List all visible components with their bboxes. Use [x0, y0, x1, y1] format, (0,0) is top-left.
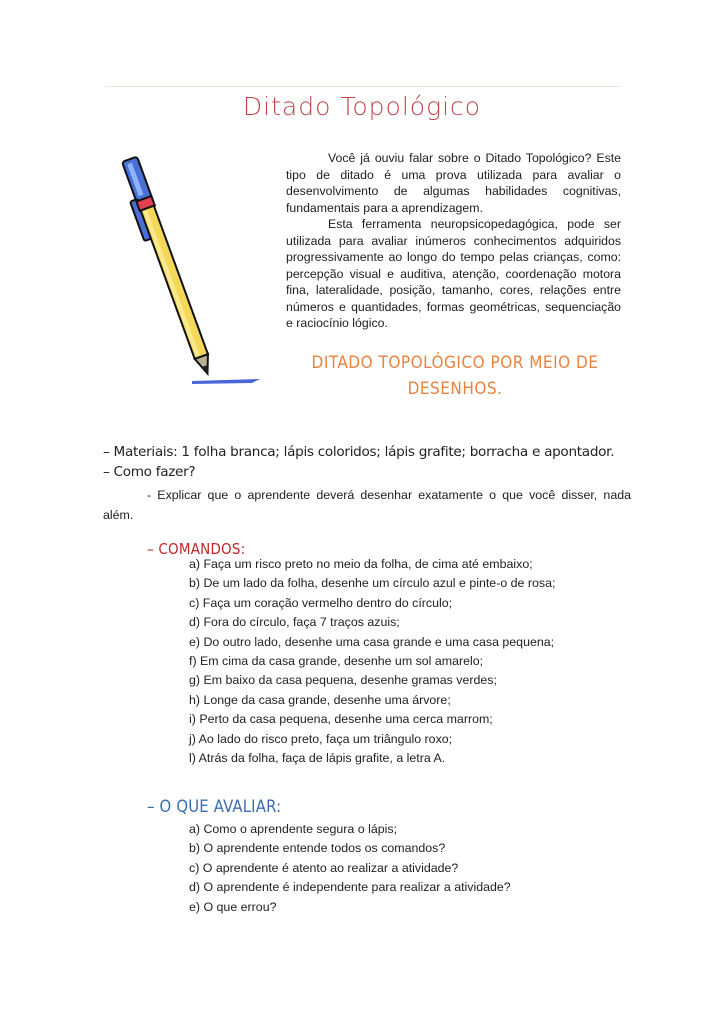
evaluate-item: a) Como o aprendente segura o lápis;: [189, 822, 398, 836]
materials-block: [103, 442, 633, 482]
command-item: e) Do outro lado, desenhe uma casa grande e uma casa pequena;: [189, 634, 555, 649]
command-item: d) Fora do círculo, faça 7 traços azuis;: [189, 615, 400, 630]
page-title: Ditado Topológico: [242, 92, 482, 121]
command-item: c) Faça um coração vermelho dentro do círculo;: [189, 595, 453, 610]
command-item: j) Ao lado do risco preto, faça um triângulo roxo;: [189, 731, 453, 746]
command-item: i) Perto da casa pequena, desenhe uma cerca marrom;: [189, 712, 493, 727]
commands-list: [189, 555, 555, 768]
command-item: g) Em baixo da casa pequena, desenhe gramas verdes;: [189, 673, 497, 688]
command-item: l) Atrás da folha, faça de lápis grafite, a letra A.: [189, 750, 446, 765]
pencil-icon: [100, 150, 280, 390]
subtitle-line-2: DESENHOS.: [407, 379, 503, 399]
command-item: f) Em cima da casa grande, desenhe um sol amarelo;: [189, 653, 484, 668]
explanation-text: - Explicar que o aprendente deverá desenhar exatamente o que você disser, nada além.: [103, 488, 631, 522]
how-to-line: – Como fazer?: [103, 464, 196, 480]
evaluate-heading: – O QUE AVALIAR:: [147, 797, 282, 816]
evaluate-item: d) O aprendente é independente para realizar a atividade?: [189, 880, 511, 895]
section-subtitle: [290, 350, 620, 402]
materials-line: – Materiais: 1 folha branca; lápis coloridos; lápis grafite; borracha e apontador.: [103, 444, 615, 460]
top-divider: [105, 86, 620, 87]
intro-paragraph-1: Você já ouviu falar sobre o Ditado Topológico? Este tipo de ditado é uma prova utilizada para avaliar o desenvolvimento de algumas habilidades cognitivas, fundamentais para a aprendizagem.: [286, 151, 621, 215]
command-item: h) Longe da casa grande, desenhe uma árvore;: [189, 692, 451, 707]
subtitle-line-1: DITADO TOPOLÓGICO POR MEIO DE: [311, 353, 599, 373]
command-item: b) De um lado da folha, desenhe um círculo azul e pinte-o de rosa;: [189, 576, 556, 591]
intro-text: [286, 150, 621, 332]
intro-paragraph-2: Esta ferramenta neuropsicopedagógica, pode ser utilizada para avaliar inúmeros conhecimentos adquiridos progressivamente ao longo do tempo pelas crianças, como: percepção visual e auditiva, atenção, coordenação motora fina, lateralidade, posição, tamanho, cores, relações entre números e quantidades, formas geométricas, sequenciação e raciocínio lógico.: [286, 217, 621, 330]
evaluate-item: c) O aprendente é atento ao realizar a atividade?: [189, 860, 459, 875]
explanation-block: [103, 485, 631, 525]
evaluate-item: b) O aprendente entende todos os comandos?: [189, 841, 446, 856]
command-item: a) Faça um risco preto no meio da folha, de cima até embaixo;: [189, 557, 533, 571]
evaluate-item: e) O que errou?: [189, 899, 277, 914]
evaluate-list: [189, 820, 511, 917]
commands-heading: – COMANDOS:: [147, 540, 246, 558]
